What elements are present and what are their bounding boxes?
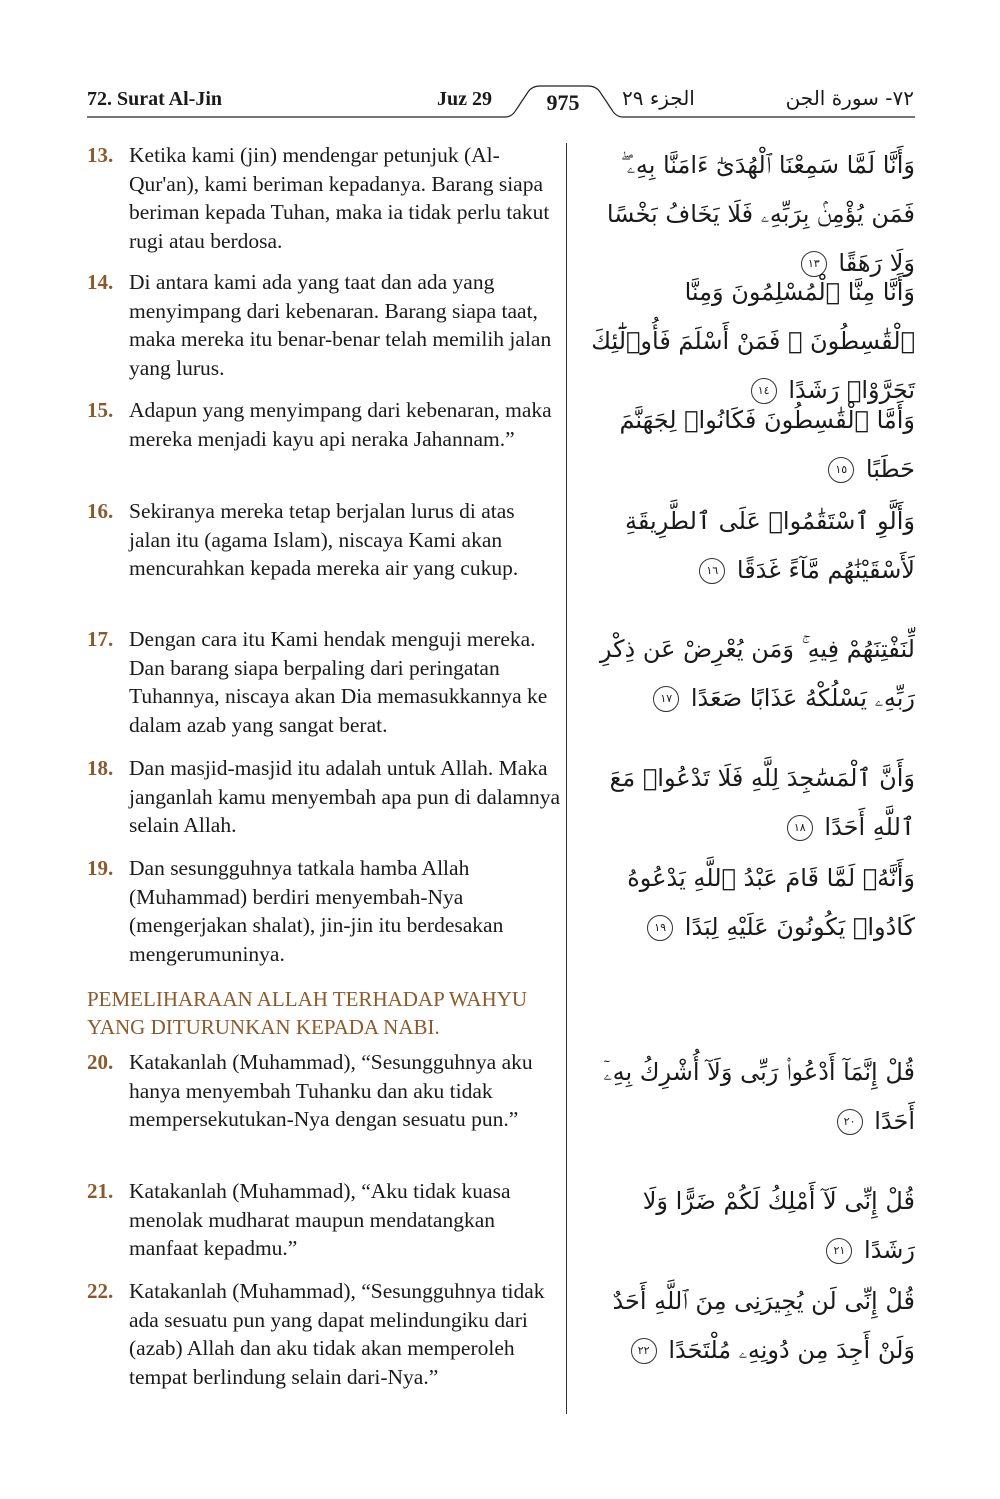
- verse-number: 20.: [87, 1050, 114, 1074]
- verse-translation: Ketika kami (jin) mendengar petunjuk (Al-Qur'an), kami beriman kepadanya. Barang siapa beriman kepada Tuhan, maka ia tidak perlu takut rugi atau berdosa.: [129, 143, 550, 253]
- column-divider: [566, 143, 567, 1414]
- verse-translation: Dengan cara itu Kami hendak menguji mereka. Dan barang siapa berpaling dari peringatan Tuhannya, niscaya akan Dia memasukkannya ke dalam azab yang sangat berat.: [129, 627, 548, 737]
- arabic-text: وَأَنَّ ٱلْمَسَٰجِدَ لِلَّهِ فَلَا تَدْعُوا۟ مَعَ ٱللَّهِ أَحَدًا: [609, 764, 915, 841]
- ayah-number-mark: ١٧: [653, 686, 679, 712]
- juz-label-latin: Juz 29: [437, 88, 492, 110]
- verse-arabic: [585, 754, 915, 852]
- verse-number: 21.: [87, 1179, 114, 1203]
- verse-translation: Katakanlah (Muhammad), “Sesungguhnya tidak ada sesuatu pun yang dapat melindungiku dari (azab) Allah dan aku tidak akan memperoleh tempat berlindung selain dari-Nya.”: [129, 1279, 545, 1389]
- page-header: [0, 0, 1000, 130]
- verse-arabic: [585, 854, 915, 952]
- ayah-number-mark: ١٩: [647, 915, 673, 941]
- verse-translation: Di antara kami ada yang taat dan ada yang menyimpang dari kebenaran. Barang siapa taat, maka mereka itu benar-benar telah memilih jalan yang lurus.: [129, 270, 552, 380]
- ayah-number-mark: ١٣: [801, 251, 827, 277]
- verse-number: 17.: [87, 627, 114, 651]
- verse-arabic: [585, 1048, 915, 1146]
- verse-arabic: [585, 141, 915, 288]
- arabic-text: قُلْ إِنَّمَآ أَدْعُوا۟ رَبِّى وَلَآ أُشْرِكُ بِهِۦٓ أَحَدًا: [603, 1058, 915, 1135]
- arabic-text: قُلْ إِنِّى لَن يُجِيرَنِى مِنَ ٱللَّهِ أَحَدٌ وَلَنْ أَجِدَ مِن دُونِهِۦ مُلْتَحَدًا: [612, 1287, 915, 1364]
- verse-translation: Dan sesungguhnya tatkala hamba Allah (Muhammad) berdiri menyembah-Nya (mengerjakan shalat), jin-jin itu berdesakan mengerumuninya.: [129, 856, 504, 966]
- ayah-number-mark: ١٥: [828, 457, 854, 483]
- arabic-text: لِّنَفْتِنَهُمْ فِيهِ ۚ وَمَن يُعْرِضْ عَن ذِكْرِ رَبِّهِۦ يَسْلُكْهُ عَذَابًا صَعَدًا: [599, 635, 915, 712]
- verse-number: 18.: [87, 756, 114, 780]
- arabic-text: وَأَلَّوِ ٱسْتَقَٰمُوا۟ عَلَى ٱلطَّرِيقَةِ لَأَسْقَيْنَٰهُم مَّآءً غَدَقًا: [624, 507, 915, 584]
- page-number: 975: [546, 90, 580, 115]
- arabic-text: وَأَنَّهُۥ لَمَّا قَامَ عَبْدُ ٱللَّهِ يَدْعُوهُ كَادُوا۟ يَكُونُونَ عَلَيْهِ لِبَدًا: [627, 864, 915, 941]
- verse-arabic: [585, 1277, 915, 1375]
- verse-number: 16.: [87, 499, 114, 523]
- verse-translation: Katakanlah (Muhammad), “Sesungguhnya aku hanya menyembah Tuhanku dan aku tidak mempersekutukan-Nya dengan sesuatu pun.”: [129, 1050, 533, 1132]
- juz-label-arabic: الجزء ٢٩: [622, 86, 695, 110]
- verse-translation: Sekiranya mereka tetap berjalan lurus di atas jalan itu (agama Islam), niscaya Kami akan mencurahkan kepada mereka air yang cukup.: [129, 499, 519, 581]
- verse-number: 15.: [87, 398, 114, 422]
- ayah-number-mark: ٢٢: [631, 1338, 657, 1364]
- verse-translation: Adapun yang menyimpang dari kebenaran, maka mereka menjadi kayu api neraka Jahannam.”: [129, 398, 552, 451]
- ayah-number-mark: ١٨: [787, 815, 813, 841]
- verse-number: 13.: [87, 143, 114, 167]
- verse-number: 19.: [87, 856, 114, 880]
- verse-number: 14.: [87, 270, 114, 294]
- verse-arabic: [585, 1177, 915, 1275]
- verse-arabic: [585, 625, 915, 723]
- verse-arabic: [585, 497, 915, 595]
- verse-arabic: [585, 396, 915, 494]
- verse-arabic: [585, 268, 915, 415]
- ayah-number-mark: ١٤: [751, 378, 777, 404]
- arabic-text: وَأَمَّا ٱلْقَٰسِطُونَ فَكَانُوا۟ لِجَهَنَّمَ حَطَبًا: [619, 406, 915, 483]
- surah-title-latin: 72. Surat Al-Jin: [87, 88, 223, 110]
- ayah-number-mark: ٢١: [826, 1238, 852, 1264]
- verse-translation: Dan masjid-masjid itu adalah untuk Allah. Maka janganlah kamu menyembah apa pun di dalamnya selain Allah.: [129, 756, 561, 838]
- arabic-text: وَأَنَّا لَمَّا سَمِعْنَا ٱلْهُدَىٰٓ ءَامَنَّا بِهِۦ ۖ فَمَن يُؤْمِنۢ بِرَبِّهِۦ فَلَا يَخَافُ بَخْسًا وَلَا رَهَقًا: [606, 151, 915, 277]
- verse-number: 22.: [87, 1279, 114, 1303]
- surah-title-arabic: ٧٢- سورة الجن: [785, 86, 914, 110]
- arabic-text: قُلْ إِنِّى لَآ أَمْلِكُ لَكُمْ ضَرًّا وَلَا رَشَدًا: [642, 1187, 915, 1264]
- verse-translation: Katakanlah (Muhammad), “Aku tidak kuasa menolak mudharat maupun mendatangkan manfaat kepadmu.”: [129, 1179, 511, 1261]
- ayah-number-mark: ١٦: [699, 558, 725, 584]
- section-heading: PEMELIHARAAN ALLAH TERHADAP WAHYU YANG DITURUNKAN KEPADA NABI.: [87, 987, 528, 1039]
- ayah-number-mark: ٢٠: [837, 1109, 863, 1135]
- arabic-text: وَأَنَّا مِنَّا ٱلْمُسْلِمُونَ وَمِنَّا ٱلْقَٰسِطُونَ ۖ فَمَنْ أَسْلَمَ فَأُو۟لَٰٓئِكَ تَحَرَّوْا۟ رَشَدًا: [591, 278, 915, 404]
